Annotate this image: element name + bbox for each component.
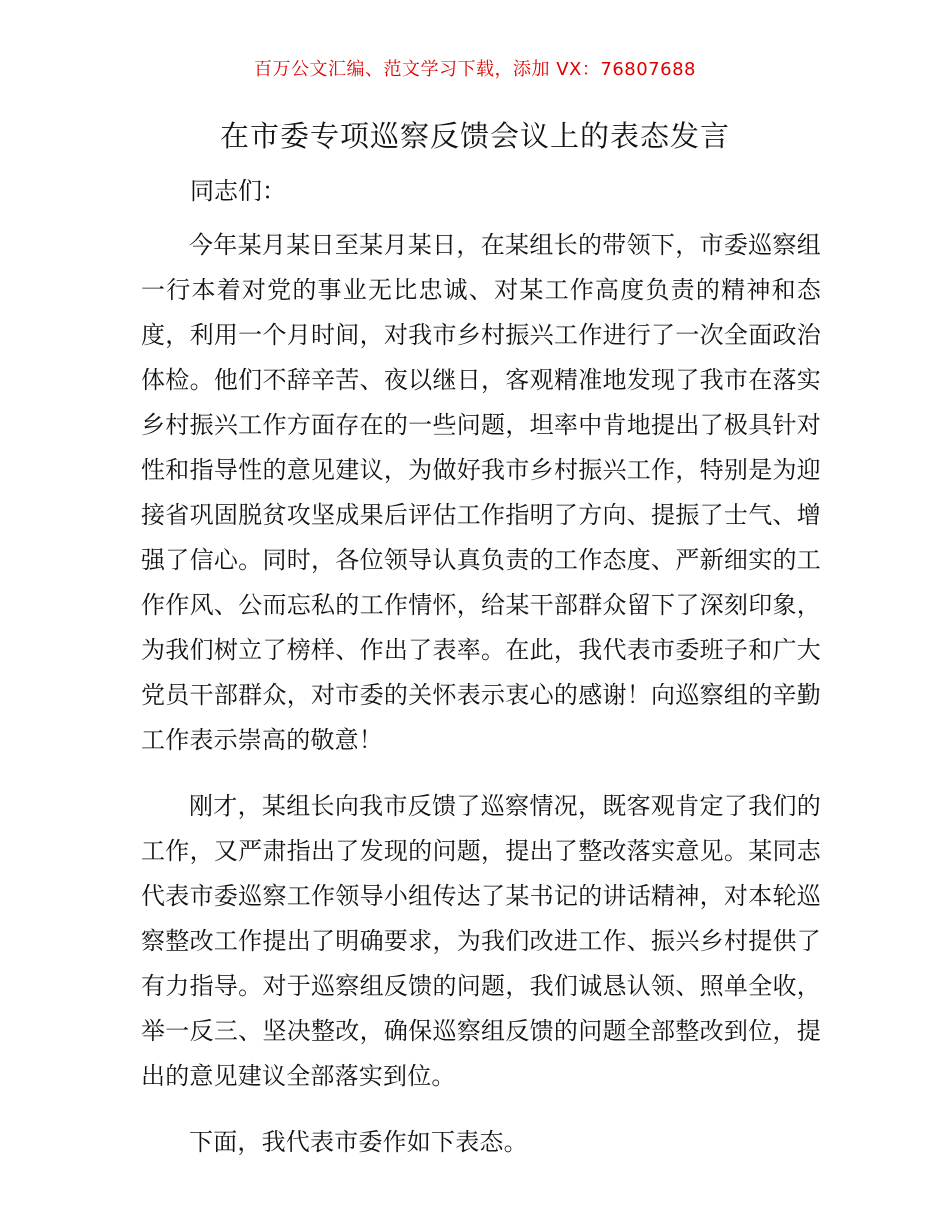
paragraph-1: 今年某月某日至某月某日，在某组长的带领下，市委巡察组一行本着对党的事业无比忠诚、对某工作高度负责的精神和态度，利用一个月时间，对我市乡村振兴工作进行了一次全面政治体检。他们不辞辛苦、夜以继日，客观精准地发现了我市在落实乡村振兴工作方面存在的一些问题，坦率中肯地提出了极具针对性和指导性的意见建议，为做好我市乡村振兴工作，特别是为迎接省巩固脱贫攻坚成果后评估工作指明了方向、提振了士气、增强了信心。同时，各位领导认真负责的工作态度、严新细实的工作作风、公而忘私的工作情怀，给某干部群众留下了深刻印象，为我们树立了榜样、作出了表率。在此，我代表市委班子和广大党员干部群众，对市委的关怀表示衷心的感谢！向巡察组的辛勤工作表示崇高的敬意！ [141, 231, 821, 754]
paragraph-3: 下面，我代表市委作如下表态。 [189, 1128, 528, 1156]
document-body [141, 223, 821, 1186]
header-watermark-text: 百万公文汇编、范文学习下载，添加 VX：76807688 [254, 59, 696, 80]
paragraph-2: 刚才，某组长向我市反馈了巡察情况，既客观肯定了我们的工作，又严肃指出了发现的问题，提出了整改落实意见。某同志代表市委巡察工作领导小组传达了某书记的讲话精神，对本轮巡察整改工作提出了明确要求，为我们改进工作、振兴乡村提供了有力指导。对于巡察组反馈的问题，我们诚恳认领、照单全收，举一反三、坚决整改，确保巡察组反馈的问题全部整改到位，提出的意见建议全部落实到位。 [141, 792, 821, 1090]
salutation: 同志们： [190, 177, 286, 205]
document-title: 在市委专项巡察反馈会议上的表态发言 [219, 119, 730, 153]
